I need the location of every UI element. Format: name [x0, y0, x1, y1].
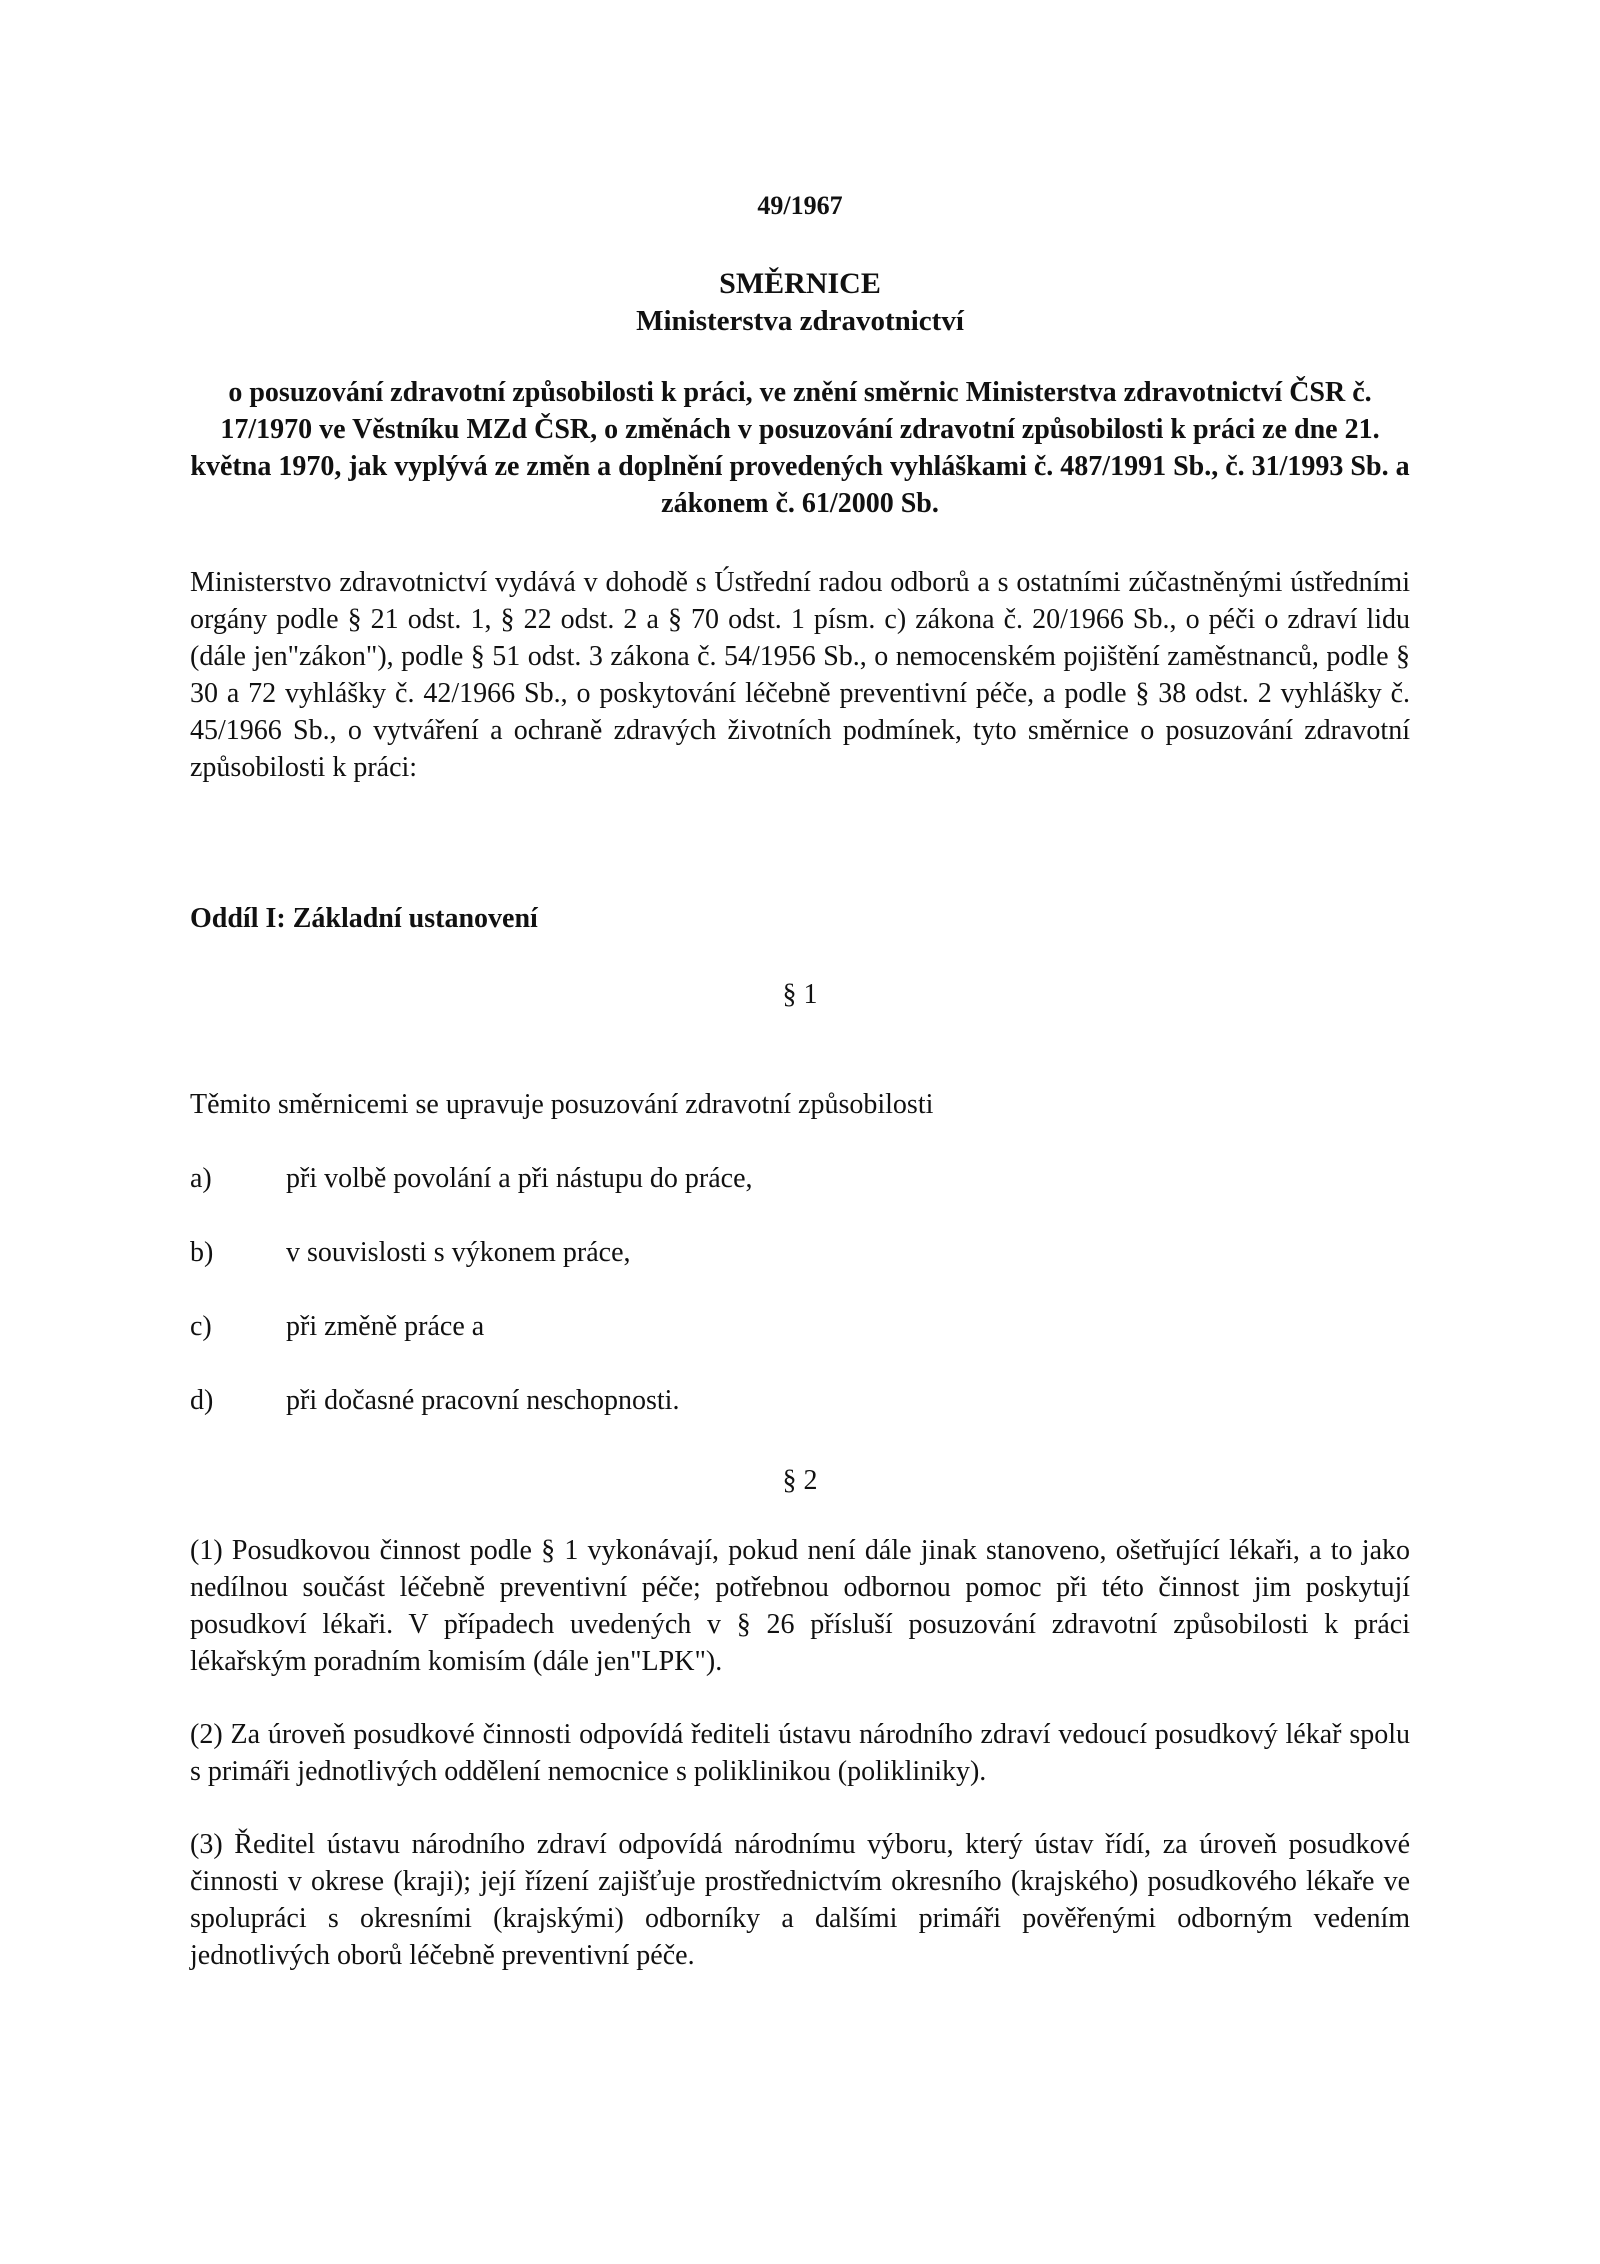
list-letter: b) — [190, 1237, 214, 1268]
section-heading: Oddíl I: Základní ustanovení — [190, 903, 538, 934]
paragraph-2-subsection-3: (3) Ředitel ústavu národního zdraví odpovídá národnímu výboru, který ústav řídí, za úroveň posudkové činnosti v okrese (kraji); její řízení zajišťuje prostřednictvím okresního (krajského) posudkového lékaře ve spolupráci s okresními (krajskými) odborníky a dalšími primáři pověřenými odborným vedením jednotlivých oborů léčebně preventivní péče. — [190, 1829, 1410, 1971]
paragraph-2-subsection-1: (1) Posudkovou činnost podle § 1 vykonávají, pokud není dále jinak stanoveno, ošetřující lékaři, a to jako nedílnou součást léčebně preventivní péče; potřebnou odbornou pomoc při této činnost jim poskytují posudkoví lékaři. V případech uvedených v § 26 přísluší posuzování zdravotní způsobilosti k práci lékařským poradním komisím (dále jen"LPK"). — [190, 1535, 1410, 1677]
paragraph-1-intro: Těmito směrnicemi se upravuje posuzování zdravotní způsobilosti — [190, 1089, 934, 1120]
paragraph-mark-2: § 2 — [782, 1465, 818, 1496]
document-number: 49/1967 — [757, 191, 843, 220]
list-text: při změně práce a — [286, 1311, 485, 1342]
paragraph-mark-1: § 1 — [782, 979, 818, 1010]
list-letter: a) — [190, 1163, 212, 1194]
intro-paragraph: Ministerstvo zdravotnictví vydává v dohodě s Ústřední radou odborů a s ostatními zúčastněnými ústředními orgány podle § 21 odst. 1, § 22 odst. 2 a § 70 odst. 1 písm. c) zákona č. 20/1966 Sb., o péči o zdraví lidu (dále jen"zákon"), podle § 51 odst. 3 zákona č. 54/1956 Sb., o nemocenském pojištění zaměstnanců, podle § 30 a 72 vyhlášky č. 42/1966 Sb., o poskytování léčebně preventivní péče, a podle § 38 odst. 2 vyhlášky č. 45/1966 Sb., o vytváření a ochraně zdravých životních podmínek, tyto směrnice o posuzování zdravotní způsobilosti k práci: — [190, 567, 1410, 783]
list-text: při dočasné pracovní neschopnosti. — [286, 1385, 680, 1416]
list-letter: d) — [190, 1385, 214, 1416]
list-text: v souvislosti s výkonem práce, — [286, 1237, 631, 1268]
paragraph-2-subsection-2: (2) Za úroveň posudkové činnosti odpovídá řediteli ústavu národního zdraví vedoucí posudkový lékař spolu s primáři jednotlivých oddělení nemocnice s poliklinikou (polikliniky). — [190, 1719, 1410, 1787]
list-letter: c) — [190, 1311, 212, 1342]
document-issuer: Ministerstva zdravotnictví — [636, 305, 964, 337]
document-type: SMĚRNICE — [719, 267, 881, 300]
list-text: při volbě povolání a při nástupu do práce, — [286, 1163, 753, 1194]
document-subtitle: o posuzování zdravotní způsobilosti k práci, ve znění směrnic Ministerstva zdravotnictví ČSR č. 17/1970 ve Věstníku MZd ČSR, o změnách v posuzování zdravotní způsobilosti k práci ze dne 21. května 1970, jak vyplývá ze změn a doplnění provedených vyhláškami č. 487/1991 Sb., č. 31/1993 Sb. a zákonem č. 61/2000 Sb. — [190, 377, 1410, 519]
